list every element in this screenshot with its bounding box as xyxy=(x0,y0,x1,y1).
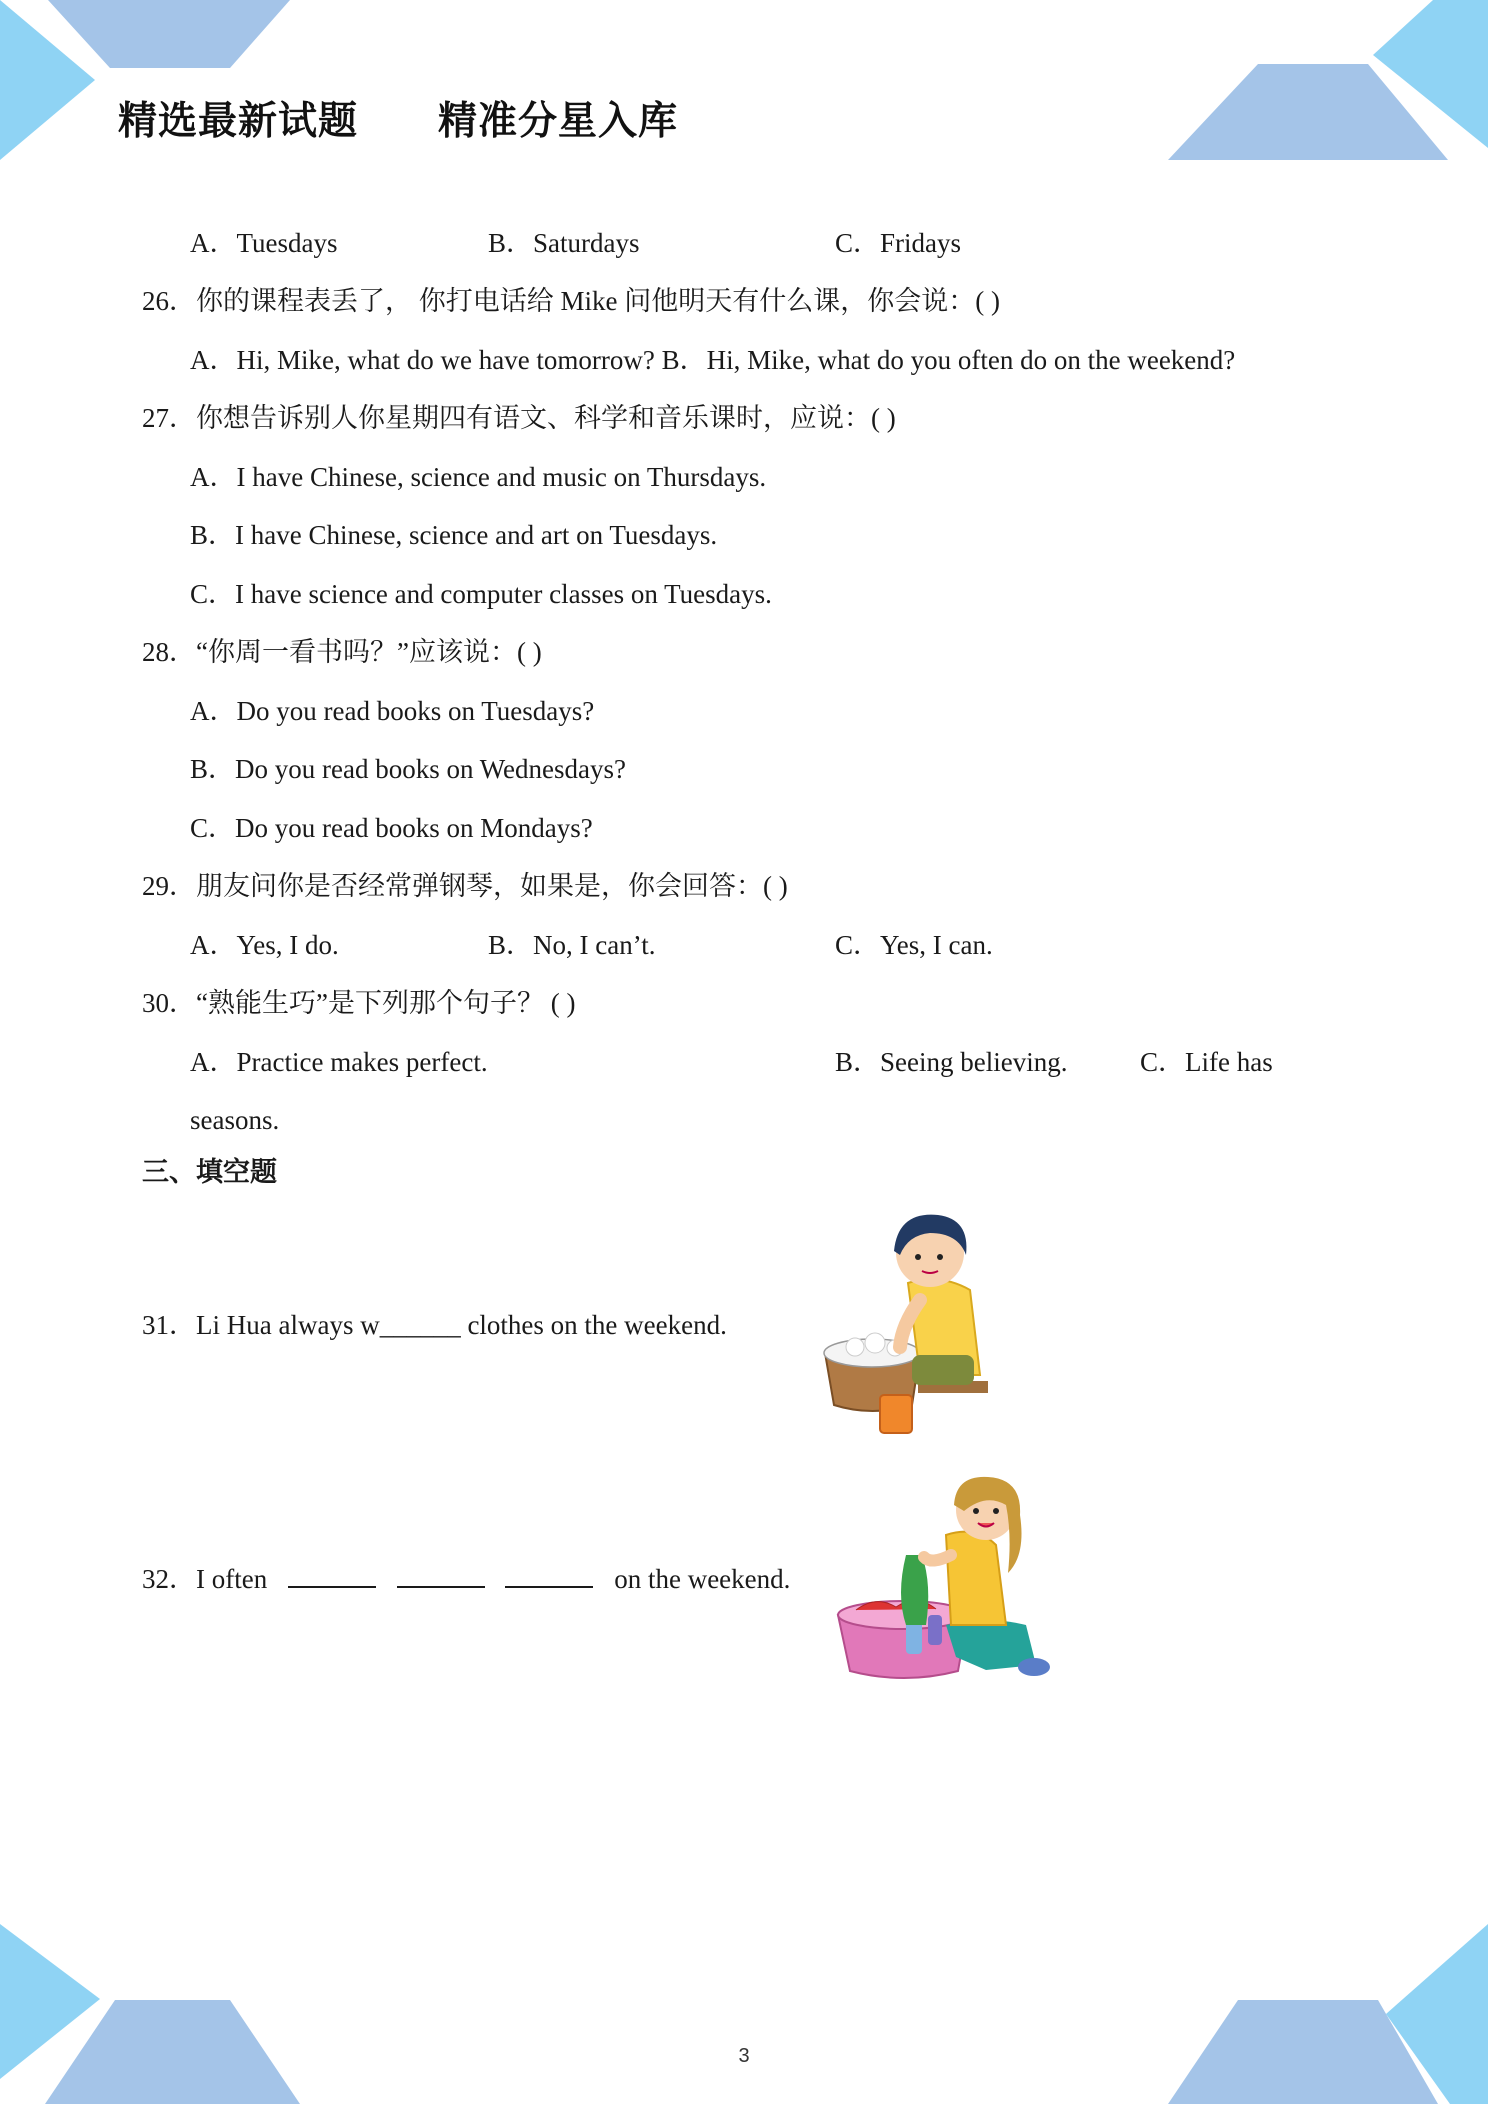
q32-suffix: on the weekend. xyxy=(614,1564,791,1594)
page-header-title: 精选最新试题 精准分星入库 xyxy=(118,99,679,144)
q27-option-c: C．I have science and computer classes on Tuesdays. xyxy=(190,579,772,609)
decoration-bottom-right xyxy=(1168,1924,1488,2104)
q30-option-c: C．Life has xyxy=(1140,1047,1273,1077)
girl-washing-clothes-icon xyxy=(836,1475,1058,1685)
q32-blank-2[interactable] xyxy=(397,1562,485,1588)
decoration-bottom-left xyxy=(0,1924,320,2104)
q32-prefix: 32．I often xyxy=(142,1564,268,1594)
page-number: 3 xyxy=(738,2045,750,2067)
q26-stem: 26．你的课程表丢了， 你打电话给 Mike 问他明天有什么课，你会说：( ) xyxy=(142,286,1000,316)
q32-blank-3[interactable] xyxy=(505,1562,593,1588)
q29-stem: 29．朋友问你是否经常弹钢琴，如果是，你会回答：( ) xyxy=(142,871,788,901)
q26-options: A．Hi, Mike, what do we have tomorrow? B．Hi, Mike, what do you often do on the weekend? xyxy=(190,345,1236,375)
q29-option-a: A．Yes, I do. xyxy=(190,930,339,960)
q28-stem: 28．“你周一看书吗？”应该说：( ) xyxy=(142,637,542,667)
q27-stem: 27．你想告诉别人你星期四有语文、科学和音乐课时，应说：( ) xyxy=(142,403,896,433)
q25-option-a: A．Tuesdays xyxy=(190,228,338,258)
q28-option-b: B．Do you read books on Wednesdays? xyxy=(190,754,627,784)
boy-washing-clothes-icon xyxy=(820,1205,1000,1440)
q32-text xyxy=(142,1562,790,1596)
q27-option-a: A．I have Chinese, science and music on Thursdays. xyxy=(190,462,767,492)
q28-option-a: A．Do you read books on Tuesdays? xyxy=(190,696,595,726)
q30-option-c-continued: seasons. xyxy=(190,1105,280,1135)
q28-option-c: C．Do you read books on Mondays? xyxy=(190,813,593,843)
q31-text: 31．Li Hua always w______ clothes on the weekend. xyxy=(142,1310,727,1340)
q29-option-c: C．Yes, I can. xyxy=(835,930,993,960)
decoration-top-right xyxy=(1158,0,1488,170)
q27-option-b: B．I have Chinese, science and art on Tuesdays. xyxy=(190,520,718,550)
q25-option-c: C．Fridays xyxy=(835,228,962,258)
q25-option-b: B．Saturdays xyxy=(488,228,640,258)
q30-option-b: B．Seeing believing. xyxy=(835,1047,1068,1077)
q29-option-b: B．No, I can’t. xyxy=(488,930,656,960)
q30-stem: 30．“熟能生巧”是下列那个句子？ ( ) xyxy=(142,988,576,1018)
q30-option-a: A．Practice makes perfect. xyxy=(190,1047,488,1077)
section-title: 三、填空题 xyxy=(142,1157,277,1188)
q32-blank-1[interactable] xyxy=(288,1562,376,1588)
